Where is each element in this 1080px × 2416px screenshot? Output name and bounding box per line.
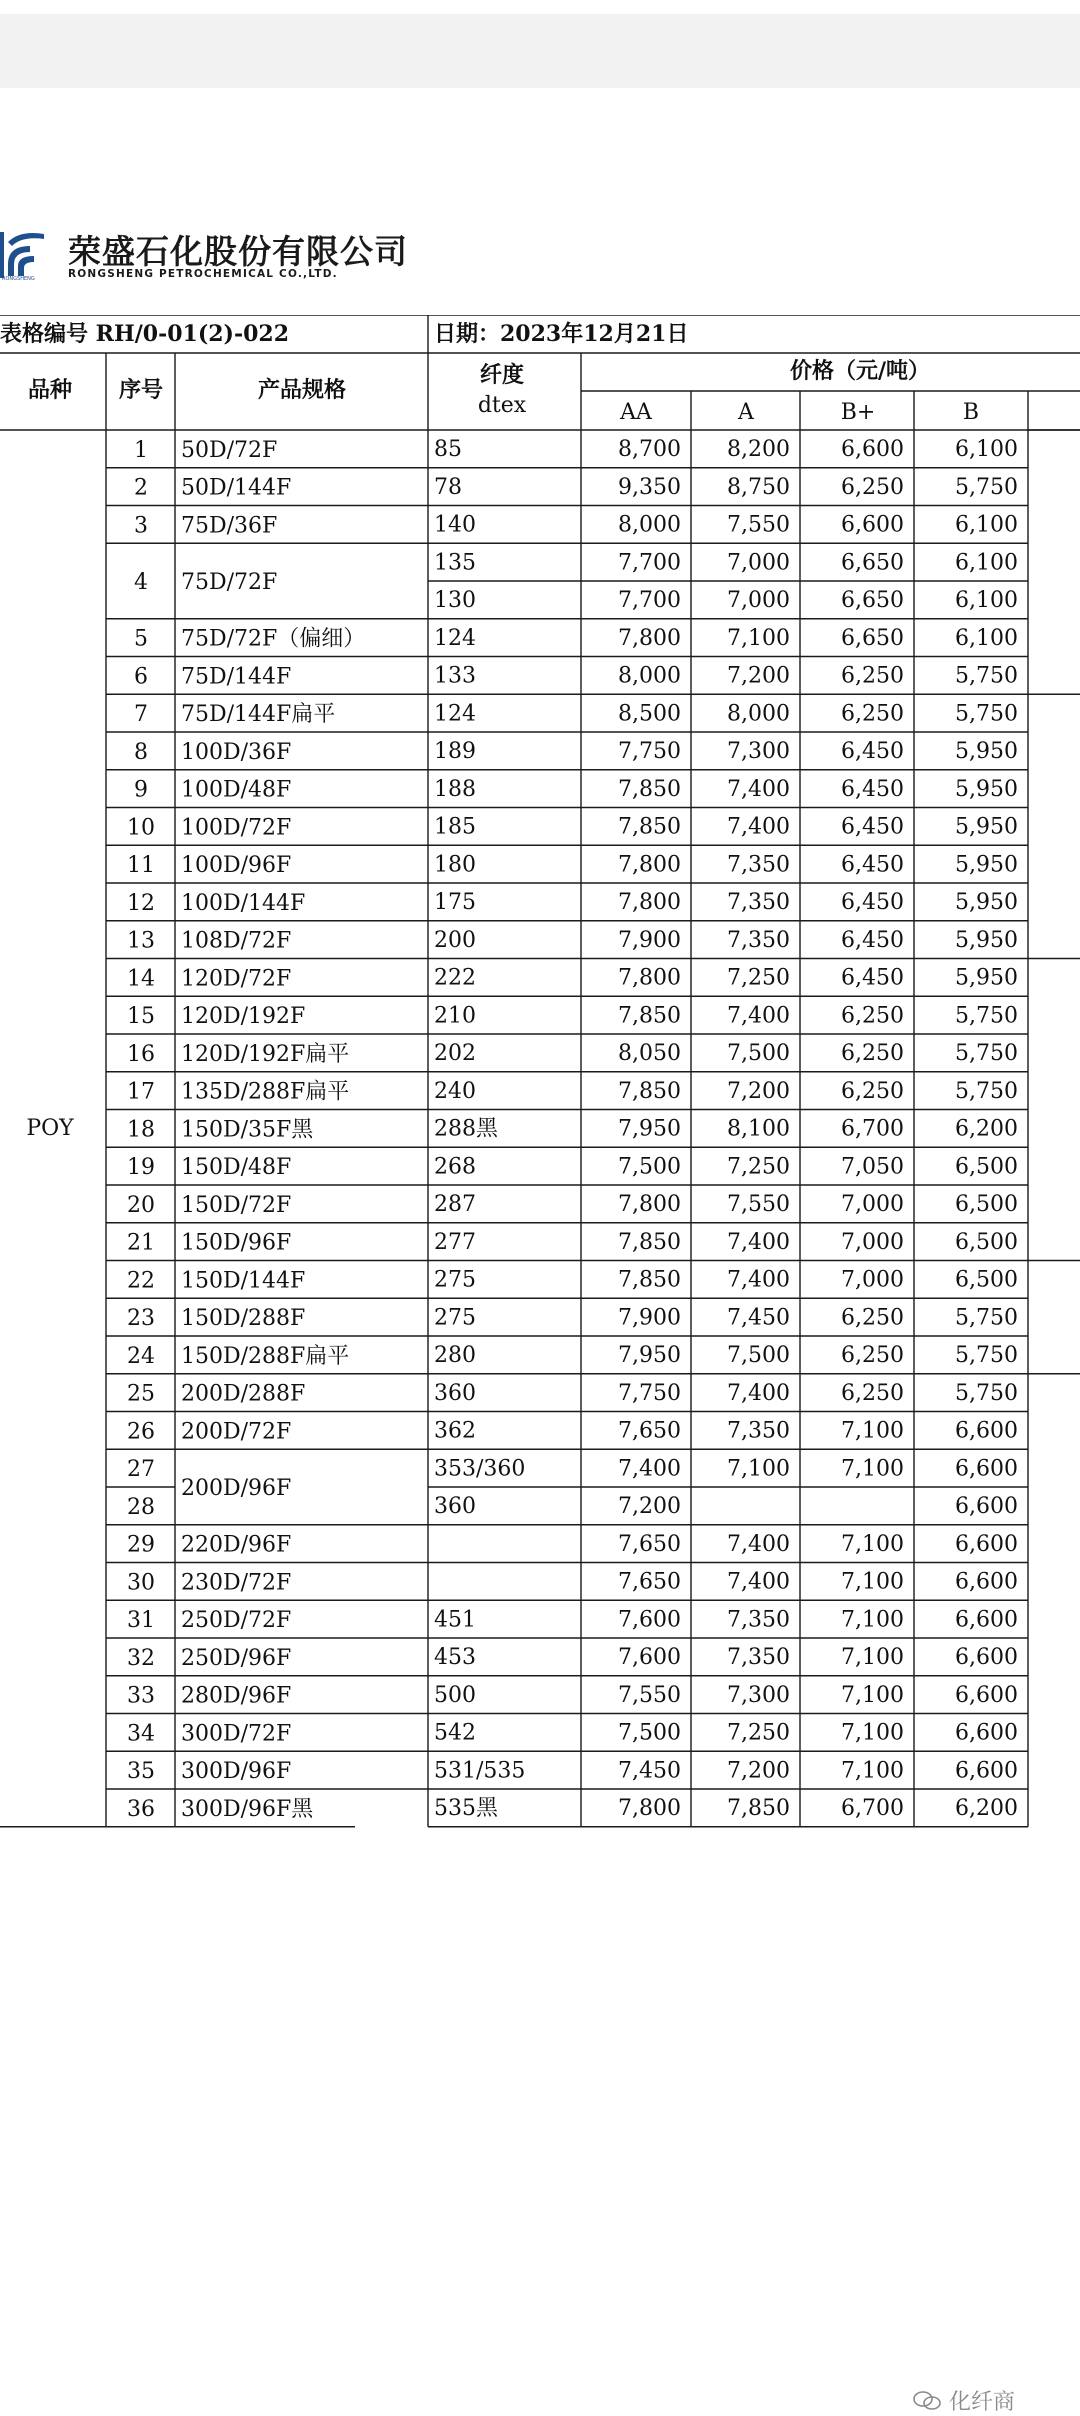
row-price-b: 5,750 — [955, 1380, 1018, 1406]
row-spec: 100D/36F — [181, 739, 292, 765]
row-price-a: 7,250 — [727, 965, 790, 991]
row-seq: 35 — [127, 1759, 155, 1785]
row-dtex: 185 — [434, 814, 476, 840]
form-code-label: 表格编号 RH/0-01(2)-022 — [0, 321, 289, 347]
row-price-b: 6,500 — [955, 1229, 1018, 1255]
row-price-aa: 7,850 — [618, 1078, 681, 1104]
row-dtex: 130 — [434, 588, 476, 614]
row-price-aa: 7,500 — [618, 1154, 681, 1180]
row-price-aa: 8,000 — [618, 663, 681, 689]
row-spec: 150D/35F黑 — [181, 1117, 314, 1143]
row-price-aa: 7,850 — [618, 1003, 681, 1029]
table-header — [0, 321, 979, 425]
row-seq: 12 — [127, 890, 155, 916]
row-price-bplus: 7,100 — [841, 1682, 904, 1708]
row-price-a: 7,350 — [727, 1645, 790, 1671]
row-price-aa: 7,850 — [618, 814, 681, 840]
row-price-b: 6,100 — [955, 550, 1018, 576]
row-spec: 150D/288F — [181, 1306, 306, 1332]
row-price-bplus: 7,100 — [841, 1418, 904, 1444]
row-price-b: 5,750 — [955, 663, 1018, 689]
row-price-bplus: 7,100 — [841, 1531, 904, 1557]
row-spec: 75D/72F — [181, 570, 278, 595]
row-price-b: 6,100 — [955, 437, 1018, 463]
row-seq: 4 — [134, 570, 148, 595]
row-price-b: 6,600 — [955, 1682, 1018, 1708]
row-price-aa: 7,600 — [618, 1607, 681, 1633]
row-spec: 150D/72F — [181, 1192, 292, 1218]
row-price-aa: 7,800 — [618, 1796, 681, 1822]
row-price-b: 6,600 — [955, 1531, 1018, 1557]
row-spec: 50D/144F — [181, 475, 292, 501]
row-price-aa: 7,800 — [618, 1192, 681, 1218]
row-dtex: 277 — [434, 1229, 476, 1255]
row-spec: 100D/144F — [181, 890, 306, 916]
row-price-bplus: 6,450 — [841, 852, 904, 878]
row-price-bplus: 7,100 — [841, 1569, 904, 1595]
row-seq: 16 — [127, 1041, 155, 1067]
form-date-label: 日期：2023年12月21日 — [434, 321, 689, 347]
row-seq: 21 — [127, 1230, 155, 1256]
row-price-a: 7,000 — [727, 550, 790, 576]
row-price-aa: 7,800 — [618, 852, 681, 878]
row-price-aa: 7,750 — [618, 1380, 681, 1406]
row-price-a: 7,350 — [727, 1607, 790, 1633]
row-dtex: 240 — [434, 1078, 476, 1104]
row-spec: 75D/144F — [181, 664, 292, 690]
row-price-aa: 7,700 — [618, 588, 681, 614]
row-dtex: 189 — [434, 739, 476, 765]
row-seq: 8 — [134, 739, 148, 765]
row-price-bplus: 7,000 — [841, 1192, 904, 1218]
row-price-aa: 7,700 — [618, 550, 681, 576]
row-price-aa: 7,650 — [618, 1418, 681, 1444]
row-dtex: 210 — [434, 1003, 476, 1029]
row-price-a: 7,400 — [727, 814, 790, 840]
row-price-b: 5,750 — [955, 1078, 1018, 1104]
row-seq: 27 — [127, 1457, 155, 1483]
row-price-bplus: 7,000 — [841, 1229, 904, 1255]
row-price-b: 6,600 — [955, 1607, 1018, 1633]
row-seq: 23 — [127, 1306, 155, 1332]
row-price-bplus: 6,650 — [841, 625, 904, 651]
row-price-b: 6,100 — [955, 512, 1018, 538]
row-seq: 20 — [127, 1192, 155, 1218]
row-price-aa: 7,900 — [618, 1305, 681, 1331]
table-grid — [0, 315, 1080, 1827]
header-grade-a: A — [738, 400, 754, 425]
row-seq: 34 — [127, 1721, 155, 1747]
logo-side-text: RONGSHENG — [2, 276, 35, 282]
row-price-aa: 7,450 — [618, 1758, 681, 1784]
row-price-aa: 8,050 — [618, 1041, 681, 1067]
row-price-b: 5,950 — [955, 927, 1018, 953]
row-spec: 75D/144F扁平 — [181, 702, 336, 728]
row-price-aa: 8,500 — [618, 701, 681, 727]
row-price-b: 6,500 — [955, 1154, 1018, 1180]
row-price-bplus: 7,100 — [841, 1758, 904, 1784]
row-spec: 300D/72F — [181, 1721, 292, 1747]
row-price-a: 7,350 — [727, 852, 790, 878]
row-price-b: 6,100 — [955, 625, 1018, 651]
row-seq: 29 — [127, 1532, 155, 1558]
row-dtex: 268 — [434, 1154, 476, 1180]
row-spec: 200D/96F — [181, 1476, 292, 1501]
row-dtex: 275 — [434, 1305, 476, 1331]
row-price-b: 6,600 — [955, 1456, 1018, 1482]
row-price-a: 7,400 — [727, 1267, 790, 1293]
row-seq: 30 — [127, 1570, 155, 1596]
row-price-a: 7,500 — [727, 1041, 790, 1067]
row-seq: 33 — [127, 1683, 155, 1709]
row-price-a: 8,750 — [727, 474, 790, 500]
row-price-a: 7,200 — [727, 1078, 790, 1104]
row-seq: 15 — [127, 1004, 155, 1030]
row-dtex: 451 — [434, 1607, 476, 1633]
row-price-bplus: 7,050 — [841, 1154, 904, 1180]
row-dtex: 188 — [434, 776, 476, 802]
row-dtex: 222 — [434, 965, 476, 991]
row-dtex: 135 — [434, 550, 476, 576]
row-seq: 24 — [127, 1343, 155, 1369]
row-seq: 13 — [127, 928, 155, 954]
row-spec: 100D/72F — [181, 815, 292, 841]
row-price-b: 6,100 — [955, 588, 1018, 614]
row-price-bplus: 6,600 — [841, 437, 904, 463]
row-price-bplus: 6,250 — [841, 1003, 904, 1029]
row-price-a: 7,400 — [727, 1003, 790, 1029]
header-price: 价格（元/吨） — [789, 358, 931, 384]
row-price-bplus: 6,700 — [841, 1796, 904, 1822]
row-price-a: 7,350 — [727, 890, 790, 916]
row-seq: 11 — [127, 853, 155, 879]
row-price-b: 5,750 — [955, 1003, 1018, 1029]
row-price-a: 8,100 — [727, 1116, 790, 1142]
row-dtex: 133 — [434, 663, 476, 689]
row-price-b: 6,600 — [955, 1418, 1018, 1444]
row-price-a: 7,250 — [727, 1154, 790, 1180]
row-spec: 220D/96F — [181, 1532, 292, 1558]
row-dtex: 180 — [434, 852, 476, 878]
row-dtex: 124 — [434, 625, 476, 651]
row-spec: 120D/72F — [181, 966, 292, 992]
row-price-bplus: 6,250 — [841, 1305, 904, 1331]
row-price-a: 7,300 — [727, 739, 790, 765]
row-price-aa: 7,650 — [618, 1531, 681, 1557]
row-price-bplus: 7,100 — [841, 1456, 904, 1482]
row-dtex: 353/360 — [434, 1456, 526, 1482]
row-price-a: 8,000 — [727, 701, 790, 727]
row-price-aa: 7,550 — [618, 1682, 681, 1708]
row-dtex: 200 — [434, 927, 476, 953]
watermark — [912, 2385, 1016, 2415]
row-spec: 75D/36F — [181, 513, 278, 539]
row-price-bplus: 6,650 — [841, 550, 904, 576]
row-seq: 36 — [127, 1796, 155, 1822]
row-seq: 3 — [134, 513, 148, 539]
row-price-a: 7,250 — [727, 1720, 790, 1746]
row-price-bplus: 6,450 — [841, 814, 904, 840]
row-price-bplus: 6,250 — [841, 1041, 904, 1067]
row-price-b: 5,750 — [955, 1041, 1018, 1067]
row-spec: 250D/72F — [181, 1608, 292, 1634]
row-price-aa: 7,950 — [618, 1343, 681, 1369]
row-price-aa: 7,850 — [618, 776, 681, 802]
row-dtex: 124 — [434, 701, 476, 727]
company-name-en: RONGSHENG PETROCHEMICAL CO.,LTD. — [68, 268, 338, 280]
row-price-aa: 7,850 — [618, 1267, 681, 1293]
row-spec: 200D/288F — [181, 1381, 306, 1407]
row-spec: 50D/72F — [181, 437, 278, 463]
row-price-a: 7,400 — [727, 1531, 790, 1557]
row-price-aa: 7,200 — [618, 1494, 681, 1520]
row-spec: 150D/288F扁平 — [181, 1343, 350, 1369]
row-price-bplus: 7,100 — [841, 1645, 904, 1671]
row-seq: 10 — [127, 815, 155, 841]
row-price-a: 7,350 — [727, 927, 790, 953]
row-price-b: 6,500 — [955, 1267, 1018, 1293]
row-price-a: 7,000 — [727, 588, 790, 614]
row-seq: 18 — [127, 1117, 155, 1143]
row-seq: 6 — [134, 664, 148, 690]
row-price-b: 6,600 — [955, 1758, 1018, 1784]
row-seq: 22 — [127, 1268, 155, 1294]
row-price-aa: 7,950 — [618, 1116, 681, 1142]
header-grade-bplus: B+ — [840, 400, 876, 425]
row-price-a: 7,400 — [727, 776, 790, 802]
row-price-aa: 7,650 — [618, 1569, 681, 1595]
row-seq: 9 — [134, 777, 148, 803]
row-price-a: 7,100 — [727, 1456, 790, 1482]
row-seq: 28 — [127, 1494, 155, 1520]
row-dtex: 542 — [434, 1720, 476, 1746]
row-dtex: 202 — [434, 1041, 476, 1067]
header-fineness: 纤度 — [479, 362, 525, 388]
row-price-aa: 7,500 — [618, 1720, 681, 1746]
row-price-b: 5,950 — [955, 739, 1018, 765]
row-price-bplus: 6,450 — [841, 739, 904, 765]
row-seq: 1 — [134, 437, 148, 463]
row-price-bplus: 6,450 — [841, 927, 904, 953]
row-dtex: 275 — [434, 1267, 476, 1293]
row-dtex: 280 — [434, 1343, 476, 1369]
row-dtex: 535黑 — [434, 1796, 498, 1822]
row-price-aa: 7,800 — [618, 890, 681, 916]
row-price-aa: 7,400 — [618, 1456, 681, 1482]
row-price-a: 7,300 — [727, 1682, 790, 1708]
row-price-b: 5,750 — [955, 701, 1018, 727]
row-price-bplus: 6,450 — [841, 965, 904, 991]
price-table — [0, 315, 1080, 1835]
row-price-a: 7,350 — [727, 1418, 790, 1444]
row-price-bplus: 6,650 — [841, 588, 904, 614]
row-price-a: 7,850 — [727, 1796, 790, 1822]
variety-cell: POY — [26, 1116, 74, 1141]
row-price-a: 7,100 — [727, 625, 790, 651]
row-seq: 7 — [134, 702, 148, 728]
row-price-aa: 8,000 — [618, 512, 681, 538]
row-price-b: 6,200 — [955, 1796, 1018, 1822]
row-spec: 250D/96F — [181, 1645, 292, 1671]
row-spec: 135D/288F扁平 — [181, 1079, 350, 1105]
row-spec: 280D/96F — [181, 1683, 292, 1709]
row-price-b: 6,600 — [955, 1569, 1018, 1595]
row-spec: 150D/144F — [181, 1268, 306, 1294]
row-price-bplus: 6,250 — [841, 474, 904, 500]
row-dtex: 78 — [434, 474, 462, 500]
row-price-bplus: 6,700 — [841, 1116, 904, 1142]
row-price-a: 7,400 — [727, 1229, 790, 1255]
row-price-b: 6,600 — [955, 1720, 1018, 1746]
row-dtex: 453 — [434, 1645, 476, 1671]
row-seq: 5 — [134, 626, 148, 652]
row-spec: 300D/96F — [181, 1759, 292, 1785]
row-seq: 19 — [127, 1155, 155, 1181]
watermark-text: 化纤商 — [949, 2390, 1016, 2415]
row-price-a: 7,200 — [727, 1758, 790, 1784]
row-price-b: 5,750 — [955, 474, 1018, 500]
row-price-aa: 9,350 — [618, 474, 681, 500]
row-spec: 108D/72F — [181, 928, 292, 954]
row-price-bplus: 7,100 — [841, 1720, 904, 1746]
row-price-b: 5,950 — [955, 890, 1018, 916]
row-spec: 150D/48F — [181, 1155, 292, 1181]
row-price-a: 7,400 — [727, 1569, 790, 1595]
row-dtex: 140 — [434, 512, 476, 538]
row-price-b: 6,200 — [955, 1116, 1018, 1142]
row-spec: 75D/72F（偏细） — [181, 626, 366, 652]
row-seq: 32 — [127, 1645, 155, 1671]
row-dtex: 288黑 — [434, 1116, 498, 1142]
row-price-bplus: 7,000 — [841, 1267, 904, 1293]
row-price-bplus: 6,450 — [841, 776, 904, 802]
row-price-bplus: 6,250 — [841, 1343, 904, 1369]
row-spec: 120D/192F — [181, 1004, 306, 1030]
header-dtex: dtex — [477, 393, 527, 418]
row-price-bplus: 6,450 — [841, 890, 904, 916]
row-price-a: 7,200 — [727, 663, 790, 689]
header-seq: 序号 — [118, 377, 164, 403]
header-grade-b: B — [962, 400, 980, 425]
row-spec: 150D/96F — [181, 1230, 292, 1256]
row-spec: 120D/192F扁平 — [181, 1041, 350, 1067]
row-price-a: 7,500 — [727, 1343, 790, 1369]
row-price-a: 7,450 — [727, 1305, 790, 1331]
header-variety: 品种 — [27, 377, 73, 403]
row-dtex: 531/535 — [434, 1758, 526, 1784]
row-spec: 100D/96F — [181, 853, 292, 879]
row-seq: 26 — [127, 1419, 155, 1445]
row-price-bplus: 7,100 — [841, 1607, 904, 1633]
row-spec: 100D/48F — [181, 777, 292, 803]
header-grade-aa: AA — [620, 400, 652, 425]
row-price-aa: 8,700 — [618, 437, 681, 463]
row-price-b: 6,600 — [955, 1494, 1018, 1520]
row-price-bplus: 6,250 — [841, 701, 904, 727]
row-price-b: 5,950 — [955, 852, 1018, 878]
row-price-a: 8,200 — [727, 437, 790, 463]
row-price-bplus: 6,250 — [841, 663, 904, 689]
row-price-bplus: 6,600 — [841, 512, 904, 538]
row-dtex: 500 — [434, 1682, 476, 1708]
row-price-a: 7,400 — [727, 1380, 790, 1406]
row-price-b: 5,950 — [955, 776, 1018, 802]
row-price-aa: 7,750 — [618, 739, 681, 765]
top-bar — [0, 14, 1080, 88]
row-dtex: 175 — [434, 890, 476, 916]
row-dtex: 287 — [434, 1192, 476, 1218]
row-price-b: 5,750 — [955, 1305, 1018, 1331]
row-price-bplus: 6,250 — [841, 1078, 904, 1104]
row-dtex: 360 — [434, 1380, 476, 1406]
row-price-aa: 7,600 — [618, 1645, 681, 1671]
row-price-b: 5,750 — [955, 1343, 1018, 1369]
row-spec: 300D/96F黑 — [181, 1796, 314, 1822]
company-logo — [0, 222, 408, 286]
row-price-bplus: 6,250 — [841, 1380, 904, 1406]
row-dtex: 362 — [434, 1418, 476, 1444]
row-dtex: 360 — [434, 1494, 476, 1520]
row-spec: 200D/72F — [181, 1419, 292, 1445]
row-price-b: 5,950 — [955, 965, 1018, 991]
row-price-aa: 7,850 — [618, 1229, 681, 1255]
row-price-aa: 7,800 — [618, 625, 681, 651]
wechat-icon — [912, 2390, 942, 2412]
row-seq: 2 — [134, 475, 148, 501]
row-price-b: 5,950 — [955, 814, 1018, 840]
row-seq: 17 — [127, 1079, 155, 1105]
row-price-aa: 7,800 — [618, 965, 681, 991]
row-price-a: 7,550 — [727, 1192, 790, 1218]
row-seq: 31 — [127, 1608, 155, 1634]
row-price-b: 6,500 — [955, 1192, 1018, 1218]
row-price-aa: 7,900 — [618, 927, 681, 953]
row-seq: 14 — [127, 966, 155, 992]
row-price-b: 6,600 — [955, 1645, 1018, 1671]
header-spec: 产品规格 — [257, 377, 347, 403]
row-seq: 25 — [127, 1381, 155, 1407]
row-spec: 230D/72F — [181, 1570, 292, 1596]
company-name-cn: 荣盛石化股份有限公司 — [68, 232, 408, 271]
row-price-a: 7,550 — [727, 512, 790, 538]
row-dtex: 85 — [434, 437, 462, 463]
